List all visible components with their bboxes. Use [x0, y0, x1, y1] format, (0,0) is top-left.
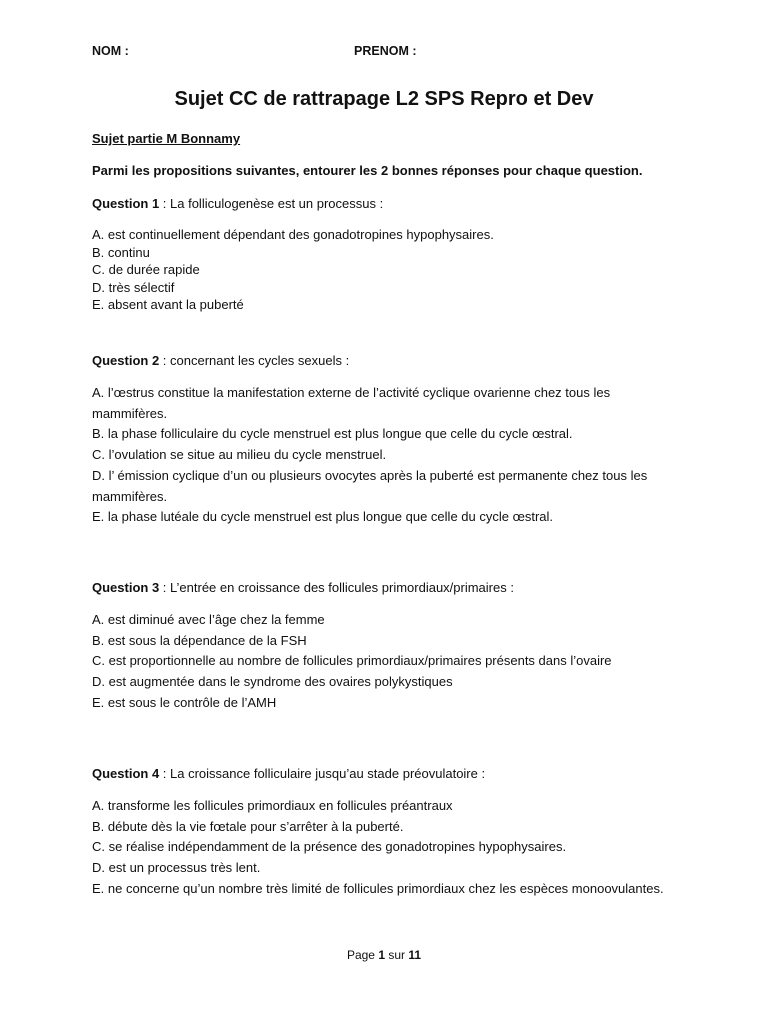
question-prompt: : La folliculogenèse est un processus :: [159, 196, 384, 211]
question-heading: [92, 766, 682, 781]
answer-option[interactable]: C. l’ovulation se situe au milieu du cycle menstruel.: [92, 447, 387, 463]
page-prefix: Page: [346, 948, 379, 962]
question-label: Question 4: [92, 766, 160, 781]
question-block: [92, 196, 682, 314]
answer-option[interactable]: E. ne concerne qu’un nombre très limité de follicules primordiaux chez les espèces monoovulantes.: [92, 880, 664, 896]
instruction-text: Parmi les propositions suivantes, entourer les 2 bonnes réponses pour chaque question.: [92, 163, 643, 178]
answer-options: [92, 610, 682, 714]
question-heading: [92, 353, 682, 368]
answer-options: [92, 383, 682, 528]
answer-option[interactable]: B. est sous la dépendance de la FSH: [92, 632, 307, 648]
question-block: [92, 580, 682, 714]
answer-option[interactable]: C. est proportionnelle au nombre de follicules primordiaux/primaires présents dans l’ovaire: [92, 653, 612, 669]
answer-option[interactable]: B. débute dès la vie fœtale pour s’arrêter à la puberté.: [92, 818, 404, 834]
question-block: [92, 766, 682, 900]
page-middle: sur: [385, 948, 409, 962]
question-heading: [92, 580, 682, 595]
question-label: Question 2: [92, 353, 160, 368]
answer-option[interactable]: D. très sélectif: [92, 279, 175, 295]
question-label: Question 3: [92, 580, 160, 595]
answer-option[interactable]: C. se réalise indépendamment de la présence des gonadotropines hypophysaires.: [92, 839, 567, 855]
answer-option[interactable]: D. est augmentée dans le syndrome des ovaires polykystiques: [92, 674, 453, 690]
page-current: 1: [378, 948, 385, 962]
answer-option[interactable]: C. de durée rapide: [92, 262, 200, 277]
question-prompt: : L’entrée en croissance des follicules primordiaux/primaires :: [159, 580, 514, 595]
answer-option[interactable]: D. est un processus très lent.: [92, 860, 261, 876]
question-prompt: : concernant les cycles sexuels :: [159, 353, 350, 368]
section-title: Sujet partie M Bonnamy: [92, 131, 241, 146]
answer-option[interactable]: B. la phase folliculaire du cycle menstruel est plus longue que celle du cycle œstral.: [92, 426, 573, 442]
answer-options: [92, 226, 682, 314]
question-block: [92, 353, 682, 528]
answer-option[interactable]: B. continu: [92, 244, 150, 260]
answer-options: [92, 796, 682, 900]
page-total: 11: [408, 948, 422, 962]
question-label: Question 1: [92, 196, 160, 211]
answer-option[interactable]: A. est diminué avec l’âge chez la femme: [92, 612, 325, 627]
question-prompt: : La croissance folliculaire jusqu’au stade préovulatoire :: [159, 766, 486, 781]
question-heading: [92, 196, 682, 211]
answer-option[interactable]: A. l’œstrus constitue la manifestation externe de l’activité cyclique ovarienne chez tous les mammifères.: [92, 385, 611, 421]
answer-option[interactable]: D. l’ émission cyclique d’un ou plusieurs ovocytes après la puberté est permanente chez tous les mammifères.: [92, 467, 648, 504]
prenom-label: PRENOM :: [354, 44, 417, 58]
nom-label: NOM :: [92, 44, 129, 58]
answer-option[interactable]: E. est sous le contrôle de l’AMH: [92, 694, 277, 710]
page-footer: [0, 948, 768, 962]
answer-option[interactable]: E. la phase lutéale du cycle menstruel est plus longue que celle du cycle œstral.: [92, 509, 554, 525]
answer-option[interactable]: E. absent avant la puberté: [92, 297, 244, 312]
answer-option[interactable]: A. est continuellement dépendant des gonadotropines hypophysaires.: [92, 227, 494, 242]
document-title: Sujet CC de rattrapage L2 SPS Repro et Dev: [174, 88, 594, 110]
answer-option[interactable]: A. transforme les follicules primordiaux en follicules préantraux: [92, 798, 453, 813]
